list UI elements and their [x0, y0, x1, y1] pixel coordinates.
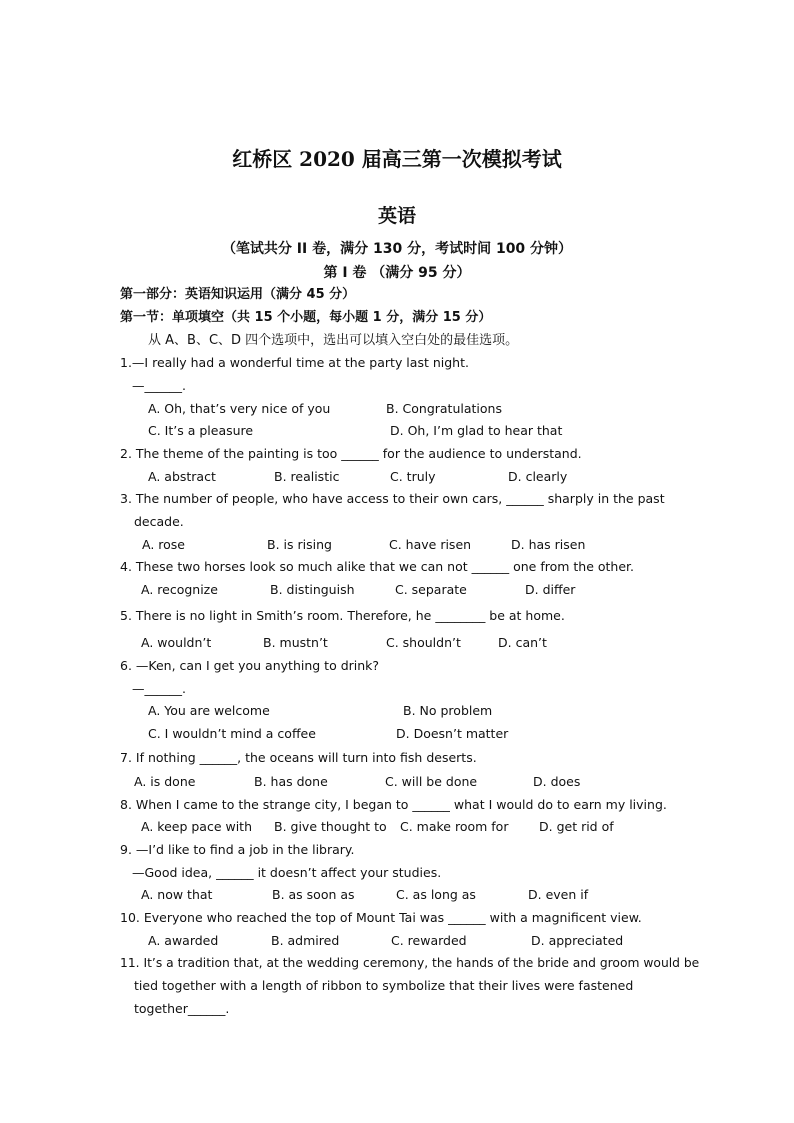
question-4-option-b: B. distinguish	[270, 582, 355, 597]
question-5-option-d: D. can’t	[498, 635, 547, 650]
question-5-option-c: C. shouldn’t	[386, 635, 461, 650]
exam-note: （笔试共分 II 卷，满分 130 分，考试时间 100 分钟）	[221, 241, 573, 257]
question-4-option-a: A. recognize	[141, 582, 218, 597]
question-2-stem: 2. The theme of the painting is too ______ for the audience to understand.	[120, 446, 582, 461]
question-11-stem: 11. It’s a tradition that, at the wedding ceremony, the hands of the bride and groom would be	[120, 956, 700, 970]
question-7-option-b: B. has done	[254, 774, 328, 789]
question-3-option-a: A. rose	[142, 537, 185, 552]
question-1-stem: 1.—I really had a wonderful time at the party last night.	[120, 355, 469, 370]
question-9-reply: —Good idea, ______ it doesn’t affect your studies.	[132, 865, 442, 880]
question-7-option-c: C. will be done	[385, 774, 478, 789]
question-2-option-a: A. abstract	[148, 469, 216, 484]
question-8-option-d: D. get rid of	[539, 819, 614, 834]
question-6-option-d: D. Doesn’t matter	[396, 726, 509, 741]
question-2-option-d: D. clearly	[508, 469, 568, 484]
question-8-option-c: C. make room for	[400, 819, 509, 834]
question-8-option-a: A. keep pace with	[141, 819, 253, 834]
instruction-text: 从 A、B、C、D 四个选项中，选出可以填入空白处的最佳选项。	[148, 333, 519, 348]
question-3-option-d: D. has risen	[511, 537, 586, 552]
question-6-stem: 6. —Ken, can I get you anything to drink?	[120, 658, 380, 673]
question-8-option-b: B. give thought to	[274, 819, 387, 834]
volume-heading: 第 I 卷 （满分 95 分）	[323, 265, 471, 281]
question-11-stem-end: together______.	[134, 1001, 230, 1016]
question-6-option-c: C. I wouldn’t mind a coffee	[148, 726, 316, 741]
question-9-option-b: B. as soon as	[272, 887, 355, 902]
question-3-stem: 3. The number of people, who have access to their own cars, ______ sharply in the past	[120, 491, 665, 506]
question-3-stem-cont: decade.	[134, 514, 184, 529]
question-10-option-a: A. awarded	[148, 933, 219, 948]
question-10-stem: 10. Everyone who reached the top of Mount Tai was ______ with a magnificent view.	[120, 910, 642, 925]
section-heading: 第一节：单项填空（共 15 个小题，每小题 1 分，满分 15 分）	[120, 310, 492, 325]
question-2-option-b: B. realistic	[274, 469, 340, 484]
question-6-option-b: B. No problem	[403, 703, 493, 718]
question-10-option-c: C. rewarded	[391, 933, 467, 948]
question-1-option-b: B. Congratulations	[386, 401, 502, 416]
question-1-option-d: D. Oh, I’m glad to hear that	[390, 423, 563, 438]
question-1-option-c: C. It’s a pleasure	[148, 423, 254, 438]
question-9-option-a: A. now that	[141, 887, 213, 902]
question-7-option-a: A. is done	[134, 774, 196, 789]
question-4-stem: 4. These two horses look so much alike that we can not ______ one from the other.	[120, 559, 635, 574]
question-2-option-c: C. truly	[390, 469, 436, 484]
exam-title: 红桥区 2020 届高三第一次模拟考试	[232, 147, 562, 171]
question-8-stem: 8. When I came to the strange city, I began to ______ what I would do to earn my living.	[120, 797, 667, 812]
question-10-option-d: D. appreciated	[531, 933, 624, 948]
question-11-stem-cont: tied together with a length of ribbon to symbolize that their lives were fastened	[134, 978, 634, 993]
question-4-option-c: C. separate	[395, 582, 467, 597]
question-7-stem: 7. If nothing ______, the oceans will turn into fish deserts.	[120, 750, 477, 765]
question-5-option-a: A. wouldn’t	[141, 635, 212, 650]
question-9-option-c: C. as long as	[396, 887, 476, 902]
question-5-option-b: B. mustn’t	[263, 635, 328, 650]
question-9-option-d: D. even if	[528, 887, 589, 902]
subject-title: 英语	[377, 205, 416, 227]
question-1-reply: —______.	[132, 378, 186, 393]
question-5-stem: 5. There is no light in Smith’s room. Therefore, he ________ be at home.	[120, 608, 565, 623]
question-1-option-a: A. Oh, that’s very nice of you	[148, 401, 331, 416]
part-heading: 第一部分：英语知识运用（满分 45 分）	[120, 287, 356, 302]
question-6-reply: —______.	[132, 681, 186, 696]
question-9-stem: 9. —I’d like to find a job in the library.	[120, 842, 355, 857]
question-7-option-d: D. does	[533, 774, 581, 789]
question-10-option-b: B. admired	[271, 933, 340, 948]
question-4-option-d: D. differ	[525, 582, 576, 597]
question-6-option-a: A. You are welcome	[148, 703, 270, 718]
question-3-option-b: B. is rising	[267, 537, 332, 552]
question-3-option-c: C. have risen	[389, 537, 472, 552]
